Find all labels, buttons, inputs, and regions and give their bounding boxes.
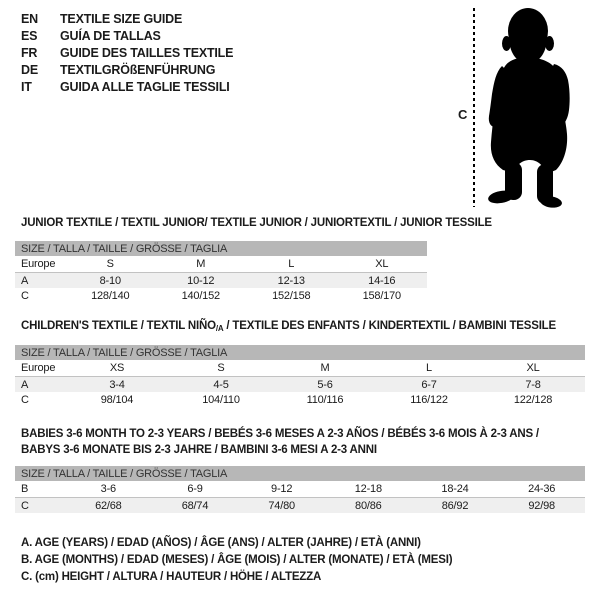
language-row-es — [21, 27, 233, 44]
cell: M — [320, 362, 330, 374]
cell: 62/68 — [95, 499, 122, 512]
row-label: C — [21, 499, 29, 512]
cell: 110/116 — [306, 394, 344, 406]
children-title-sub: /A — [215, 324, 224, 333]
row-label: C — [21, 394, 29, 406]
size-header-bar: SIZE / TALLA / TAILLE / GRÖSSE / TAGLIA — [15, 466, 585, 481]
table-row-height — [15, 497, 585, 513]
cell: 158/170 — [362, 290, 401, 302]
cell: 116/122 — [410, 394, 448, 406]
table-row-months — [15, 481, 585, 497]
babies-title-line2: BABYS 3-6 MONATE BIS 2-3 JAHRE / BAMBINI 3-6 MESI A 2-3 ANNI — [21, 444, 377, 456]
row-label: B — [21, 483, 29, 495]
children-table-title — [21, 320, 556, 332]
babies-size-table — [15, 466, 585, 513]
table-row-height — [15, 392, 585, 408]
cell: 24-36 — [528, 483, 556, 495]
cell: L — [426, 362, 432, 374]
size-header-bar: SIZE / TALLA / TAILLE / GRÖSSE / TAGLIA — [15, 345, 585, 360]
cell: 68/74 — [181, 499, 209, 512]
height-measure-figure — [450, 5, 600, 210]
note-age-months: B. AGE (MONTHS) / EDAD (MESES) / ÂGE (MOIS) / ALTER (MONATE) / ETÀ (MESI) — [21, 554, 453, 566]
language-title-list — [21, 10, 233, 95]
children-size-table — [15, 345, 585, 408]
guide-title-es: GUÍA DE TALLAS — [60, 28, 161, 43]
legend-notes — [21, 537, 452, 588]
cell: 8-10 — [99, 274, 121, 287]
children-title-pre: CHILDREN'S TEXTILE / TEXTIL NIÑO — [21, 320, 216, 332]
cell: S — [217, 362, 225, 374]
junior-table-title: JUNIOR TEXTILE / TEXTIL JUNIOR/ TEXTILE JUNIOR / JUNIORTEXTIL / JUNIOR TESSILE — [21, 217, 492, 229]
row-label: A — [21, 378, 29, 391]
cell: XL — [526, 362, 540, 374]
cell: 14-16 — [368, 274, 396, 287]
language-row-de — [21, 61, 233, 78]
cell: 18-24 — [441, 483, 469, 495]
cell: 86/92 — [441, 499, 469, 512]
cell: 74/80 — [268, 499, 295, 512]
table-row-europe — [15, 360, 585, 376]
cell: 152/158 — [272, 290, 311, 302]
cell: 6-9 — [187, 483, 203, 495]
babies-table-title — [21, 426, 539, 458]
cell: 9-12 — [271, 483, 293, 495]
guide-title-en: TEXTILE SIZE GUIDE — [60, 11, 183, 26]
cell: 122/128 — [513, 394, 553, 406]
toddler-silhouette-icon — [486, 6, 572, 208]
language-code: FR — [21, 45, 38, 60]
language-code: ES — [21, 28, 38, 43]
table-row-height — [15, 288, 427, 304]
height-measure-label: C — [458, 107, 468, 122]
table-row-age — [15, 376, 585, 392]
row-label: C — [21, 290, 29, 302]
cell: 80/86 — [355, 499, 382, 512]
cell: 92/98 — [528, 499, 555, 512]
cell: M — [196, 258, 206, 270]
language-code: EN — [21, 11, 38, 26]
cell: 12-13 — [277, 274, 305, 287]
cell: XS — [109, 362, 125, 374]
cell: 104/110 — [202, 394, 240, 406]
size-header-bar: SIZE / TALLA / TAILLE / GRÖSSE / TAGLIA — [15, 241, 427, 256]
cell: 3-6 — [100, 483, 116, 495]
cell: 10-12 — [187, 274, 215, 287]
note-height-cm: C. (cm) HEIGHT / ALTURA / HAUTEUR / HÖHE / ALTEZZA — [21, 571, 322, 583]
language-row-it — [21, 78, 233, 95]
children-title-post: / TEXTILE DES ENFANTS / KINDERTEXTIL / BAMBINI TESSILE — [223, 320, 556, 332]
cell: 140/152 — [181, 290, 220, 302]
babies-title-line1: BABIES 3-6 MONTH TO 2-3 YEARS / BEBÉS 3-6 MESES A 2-3 AÑOS / BÉBÉS 3-6 MOIS À 2-3 ANS / — [21, 428, 539, 440]
cell: 128/140 — [91, 290, 130, 302]
cell: 3-4 — [109, 378, 125, 391]
table-row-age — [15, 272, 427, 288]
language-code: IT — [21, 79, 32, 94]
row-label: Europe — [21, 362, 56, 374]
language-code: DE — [21, 62, 38, 77]
cell: 12-18 — [354, 483, 382, 495]
cell: 5-6 — [317, 378, 333, 391]
cell: 98/104 — [100, 394, 134, 406]
row-label: Europe — [21, 258, 56, 270]
language-row-en — [21, 10, 233, 27]
guide-title-it: GUIDA ALLE TAGLIE TESSILI — [60, 79, 230, 94]
cell: S — [106, 258, 114, 270]
cell: 4-5 — [213, 378, 229, 391]
row-label: A — [21, 274, 29, 287]
table-row-europe — [15, 256, 427, 272]
cell: 6-7 — [421, 378, 437, 391]
guide-title-fr: GUIDE DES TAILLES TEXTILE — [60, 45, 234, 60]
language-row-fr — [21, 44, 233, 61]
guide-title-de: TEXTILGRÖßENFÜHRUNG — [60, 62, 216, 77]
height-dashed-line — [473, 8, 475, 207]
cell: 7-8 — [525, 378, 541, 391]
cell: XL — [375, 258, 389, 270]
cell: L — [288, 258, 295, 270]
junior-size-table — [15, 241, 427, 304]
note-age-years: A. AGE (YEARS) / EDAD (AÑOS) / ÂGE (ANS) / ALTER (JAHRE) / ETÀ (ANNI) — [21, 537, 421, 549]
